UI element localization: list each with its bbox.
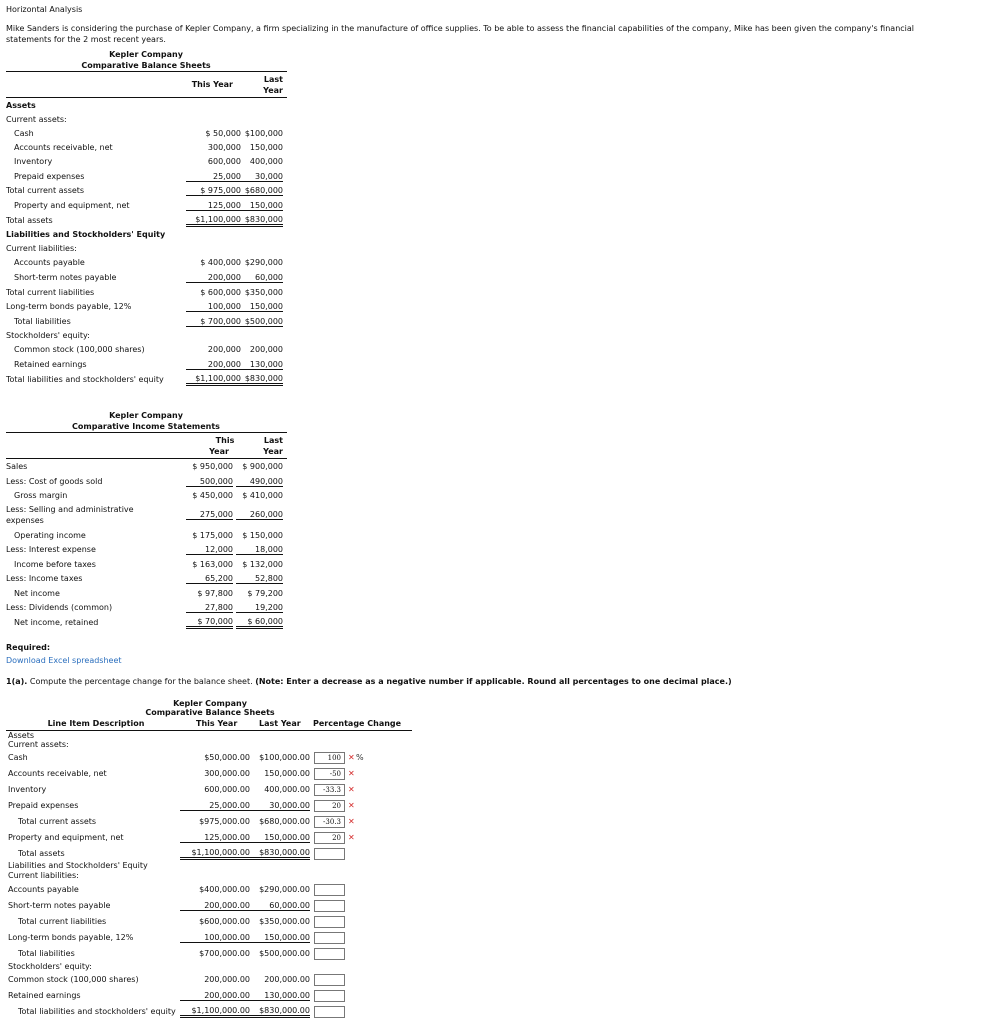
ans-value-last: 400,000.00 [264, 785, 310, 794]
pct-input-inventory[interactable]: -33.3 [314, 784, 345, 796]
bs-row-label: Prepaid expenses [14, 172, 85, 181]
ans-col-pct: Percentage Change [313, 719, 402, 728]
bs-row-label: Short-term notes payable [14, 273, 117, 282]
intro-line-2: statements for the 2 most recent years. [6, 35, 166, 44]
bs-row-label: Cash [14, 129, 34, 138]
bs-value-this: $ 50,000 [205, 129, 241, 138]
is-col-last-2: Year [263, 447, 283, 456]
is-value-this: $ 950,000 [192, 462, 233, 471]
ans-value-last: 200,000.00 [264, 975, 310, 984]
pct-input-short-term-notes[interactable] [314, 900, 345, 912]
is-row-label-cont: expenses [6, 516, 44, 525]
ans-row-label: Inventory [8, 785, 47, 794]
is-value-last: $ 150,000 [242, 531, 283, 540]
ans-row-label: Total liabilities [18, 949, 75, 958]
ans-value-last: $830,000.00 [250, 848, 310, 860]
is-value-this: 12,000 [186, 545, 233, 555]
bs-col-last-2: Year [263, 86, 283, 95]
is-row-label: Less: Dividends (common) [6, 603, 113, 612]
incorrect-icon: ✕ [348, 801, 355, 810]
download-excel-link[interactable]: Download Excel spreadsheet [6, 656, 122, 665]
ans-row-label: Liabilities and Stockholders' Equity [8, 861, 148, 870]
ans-value-last: 130,000.00 [250, 991, 310, 1001]
pct-input-cash[interactable]: 100 [314, 752, 345, 764]
ans-col-last: Last Year [259, 719, 301, 728]
is-col-this-2: Year [209, 447, 229, 456]
bs-row-label: Property and equipment, net [14, 201, 130, 210]
is-value-this: $ 163,000 [192, 560, 233, 569]
pct-input-total-assets[interactable] [314, 848, 345, 860]
bs-value-last: 60,000 [240, 273, 283, 283]
ans-value-this: $975,000.00 [199, 817, 250, 826]
ans-value-last: 60,000.00 [250, 901, 310, 911]
ans-value-last: $500,000.00 [259, 949, 310, 958]
bs-value-this: 200,000 [186, 360, 241, 370]
is-value-last: 52,800 [236, 574, 283, 584]
ans-company: Kepler Company [173, 699, 247, 708]
pct-input-prepaid-expenses[interactable]: 20 [314, 800, 345, 812]
bs-value-this: $ 975,000 [186, 186, 241, 196]
bs-value-last: 200,000 [249, 345, 283, 354]
ans-value-this: $50,000.00 [204, 753, 250, 762]
bs-value-this: 200,000 [207, 345, 241, 354]
is-value-this: $ 97,800 [197, 589, 233, 598]
is-header-rule [6, 458, 287, 459]
ans-value-this: $700,000.00 [199, 949, 250, 958]
ans-value-this: $400,000.00 [199, 885, 250, 894]
is-row-label: Net income, retained [14, 618, 99, 627]
bs-value-last: $680,000 [240, 186, 283, 196]
is-row-label: Net income [14, 589, 60, 598]
bs-value-this: 300,000 [207, 143, 241, 152]
incorrect-icon: ✕ [348, 785, 355, 794]
page-title: Horizontal Analysis [6, 5, 83, 14]
incorrect-icon: ✕ [348, 769, 355, 778]
bs-value-this: $ 600,000 [200, 288, 241, 297]
ans-value-last: $290,000.00 [259, 885, 310, 894]
ans-row-label: Accounts payable [8, 885, 79, 894]
ans-value-last: 150,000.00 [250, 833, 310, 843]
ans-row-label: Stockholders' equity: [8, 962, 92, 971]
is-value-this: $ 175,000 [192, 531, 233, 540]
bs-value-last: $830,000 [240, 374, 283, 386]
bs-row-label: Total liabilities and stockholders' equity [6, 375, 164, 384]
bs-row-label: Common stock (100,000 shares) [14, 345, 145, 354]
ans-value-this: $600,000.00 [199, 917, 250, 926]
bs-value-this: 600,000 [207, 157, 241, 166]
is-title: Comparative Income Statements [72, 422, 220, 431]
question-text: Compute the percentage change for the balance sheet. [29, 677, 253, 686]
is-row-label: Less: Cost of goods sold [6, 477, 103, 486]
ans-col-desc: Line Item Description [47, 719, 145, 728]
bs-row-label: Accounts payable [14, 258, 85, 267]
ans-value-this: 125,000.00 [180, 833, 250, 843]
bs-row-label: Retained earnings [14, 360, 87, 369]
percent-sign: % [356, 753, 364, 762]
bs-row-label: Inventory [14, 157, 53, 166]
required-heading: Required: [6, 643, 51, 652]
is-value-this: 275,000 [186, 510, 233, 520]
is-value-last: $ 900,000 [242, 462, 283, 471]
ans-row-label: Total current assets [18, 817, 97, 826]
pct-input-common-stock[interactable] [314, 974, 345, 986]
is-value-last: 19,200 [236, 603, 283, 613]
ans-value-last: 30,000.00 [250, 801, 310, 811]
question-note: (Note: Enter a decrease as a negative number if applicable. Round all percentages to one decimal place.) [255, 677, 732, 686]
bs-row-label: Current liabilities: [6, 244, 77, 253]
ans-value-last: 150,000.00 [250, 933, 310, 943]
bs-row-label: Assets [6, 101, 36, 110]
ans-row-label: Total assets [18, 849, 65, 858]
ans-value-last: $830,000.00 [250, 1006, 310, 1018]
ans-value-this: 300,000.00 [204, 769, 250, 778]
bs-row-label: Total assets [6, 216, 53, 225]
ans-row-label: Common stock (100,000 shares) [8, 975, 139, 984]
ans-value-this: 600,000.00 [204, 785, 250, 794]
is-row-label: Less: Interest expense [6, 545, 96, 554]
is-col-last-1: Last [263, 436, 283, 445]
bs-value-last: 150,000 [240, 302, 283, 312]
bs-value-last: $500,000 [240, 317, 283, 327]
is-value-last: $ 132,000 [242, 560, 283, 569]
bs-value-this: $ 400,000 [200, 258, 241, 267]
bs-title: Comparative Balance Sheets [81, 61, 211, 70]
bs-value-last: 400,000 [249, 157, 283, 166]
bs-value-this: 25,000 [186, 172, 241, 182]
ans-row-label: Retained earnings [8, 991, 81, 1000]
pct-input-long-term-bonds[interactable] [314, 932, 345, 944]
ans-value-last: $350,000.00 [259, 917, 310, 926]
bs-value-this: 100,000 [186, 302, 241, 312]
pct-input-total-liabilities[interactable] [314, 948, 345, 960]
bs-value-this: $1,100,000 [186, 215, 241, 227]
is-value-this: $ 70,000 [186, 617, 233, 629]
bs-header-rule [6, 97, 287, 98]
pct-input-total-liabilities-equity[interactable] [314, 1006, 345, 1018]
pct-input-retained-earnings[interactable] [314, 990, 345, 1002]
bs-row-label: Stockholders' equity: [6, 331, 90, 340]
bs-row-label: Liabilities and Stockholders' Equity [6, 230, 166, 239]
bs-value-last: 130,000 [240, 360, 283, 370]
is-company: Kepler Company [109, 411, 183, 420]
is-value-this: 27,800 [186, 603, 233, 613]
is-row-label: Sales [6, 462, 28, 471]
bs-value-last: $830,000 [240, 215, 283, 227]
pct-input-property-equipment[interactable]: 20 [314, 832, 345, 844]
question-1a [6, 677, 732, 686]
ans-row-label: Short-term notes payable [8, 901, 111, 910]
is-value-last: 18,000 [236, 545, 283, 555]
bs-value-last: 150,000 [240, 201, 283, 211]
ans-row-label: Total liabilities and stockholders' equity [18, 1007, 176, 1016]
ans-row-label: Assets [8, 731, 35, 740]
bs-company: Kepler Company [109, 50, 183, 59]
is-row-label: Operating income [14, 531, 86, 540]
bs-row-label: Long-term bonds payable, 12% [6, 302, 132, 311]
ans-row-label: Accounts receivable, net [8, 769, 107, 778]
bs-value-this: $1,100,000 [186, 374, 241, 386]
is-row-label: Less: Selling and administrative [6, 505, 134, 514]
is-title-rule [6, 432, 287, 433]
pct-input-accounts-receivable[interactable]: -50 [314, 768, 345, 780]
bs-value-this: 125,000 [186, 201, 241, 211]
is-row-label: Less: Income taxes [6, 574, 83, 583]
is-value-last: 260,000 [236, 510, 283, 520]
ans-row-label: Property and equipment, net [8, 833, 124, 842]
is-row-label: Income before taxes [14, 560, 96, 569]
incorrect-icon: ✕ [348, 753, 355, 762]
bs-value-last: $350,000 [244, 288, 283, 297]
incorrect-icon: ✕ [348, 817, 355, 826]
is-value-this: $ 450,000 [192, 491, 233, 500]
is-value-this: 65,200 [186, 574, 233, 584]
bs-row-label: Total liabilities [14, 317, 71, 326]
is-row-label: Gross margin [14, 491, 68, 500]
bs-value-last: 150,000 [249, 143, 283, 152]
is-value-this: 500,000 [186, 477, 233, 487]
is-value-last: 490,000 [236, 477, 283, 487]
ans-value-this: $1,100,000.00 [180, 1006, 250, 1018]
bs-value-last: $100,000 [244, 129, 283, 138]
bs-value-this: $ 700,000 [186, 317, 241, 327]
bs-row-label: Total current liabilities [6, 288, 95, 297]
bs-title-rule [6, 71, 287, 72]
ans-value-this: 25,000.00 [180, 801, 250, 811]
question-label: 1(a). [6, 677, 28, 686]
intro-line-1: Mike Sanders is considering the purchase of Kepler Company, a firm specializing in the manufacture of office supplies. To be able to assess the financial capabilities of the company, Mike has been given the company's financial [6, 24, 915, 33]
bs-row-label: Accounts receivable, net [14, 143, 113, 152]
ans-value-this: 200,000.00 [204, 975, 250, 984]
pct-input-total-current-liabilities[interactable] [314, 916, 345, 928]
bs-row-label: Total current assets [6, 186, 85, 195]
ans-value-last: $680,000.00 [259, 817, 310, 826]
ans-header-rule [6, 730, 412, 731]
ans-row-label: Current liabilities: [8, 871, 79, 880]
is-value-last: $ 60,000 [236, 617, 283, 629]
ans-row-label: Total current liabilities [18, 917, 107, 926]
bs-row-label: Current assets: [6, 115, 67, 124]
ans-value-this: $1,100,000.00 [180, 848, 250, 860]
ans-value-last: $100,000.00 [259, 753, 310, 762]
bs-value-this: 200,000 [186, 273, 241, 283]
bs-col-last-1: Last [263, 75, 283, 84]
ans-value-last: 150,000.00 [264, 769, 310, 778]
bs-value-last: $290,000 [244, 258, 283, 267]
is-col-this-1: This [215, 436, 235, 445]
ans-value-this: 200,000.00 [180, 991, 250, 1001]
ans-row-label: Cash [8, 753, 28, 762]
ans-row-label: Current assets: [8, 740, 69, 749]
pct-input-accounts-payable[interactable] [314, 884, 345, 896]
ans-row-label: Prepaid expenses [8, 801, 79, 810]
ans-col-this: This Year [196, 719, 238, 728]
is-value-last: $ 410,000 [242, 491, 283, 500]
ans-value-this: 100,000.00 [180, 933, 250, 943]
ans-row-label: Long-term bonds payable, 12% [8, 933, 134, 942]
is-value-last: $ 79,200 [247, 589, 283, 598]
ans-value-this: 200,000.00 [180, 901, 250, 911]
pct-input-total-current-assets[interactable]: -30.3 [314, 816, 345, 828]
ans-title: Comparative Balance Sheets [145, 708, 275, 717]
bs-value-last: 30,000 [240, 172, 283, 182]
incorrect-icon: ✕ [348, 833, 355, 842]
bs-col-this: This Year [191, 80, 233, 89]
